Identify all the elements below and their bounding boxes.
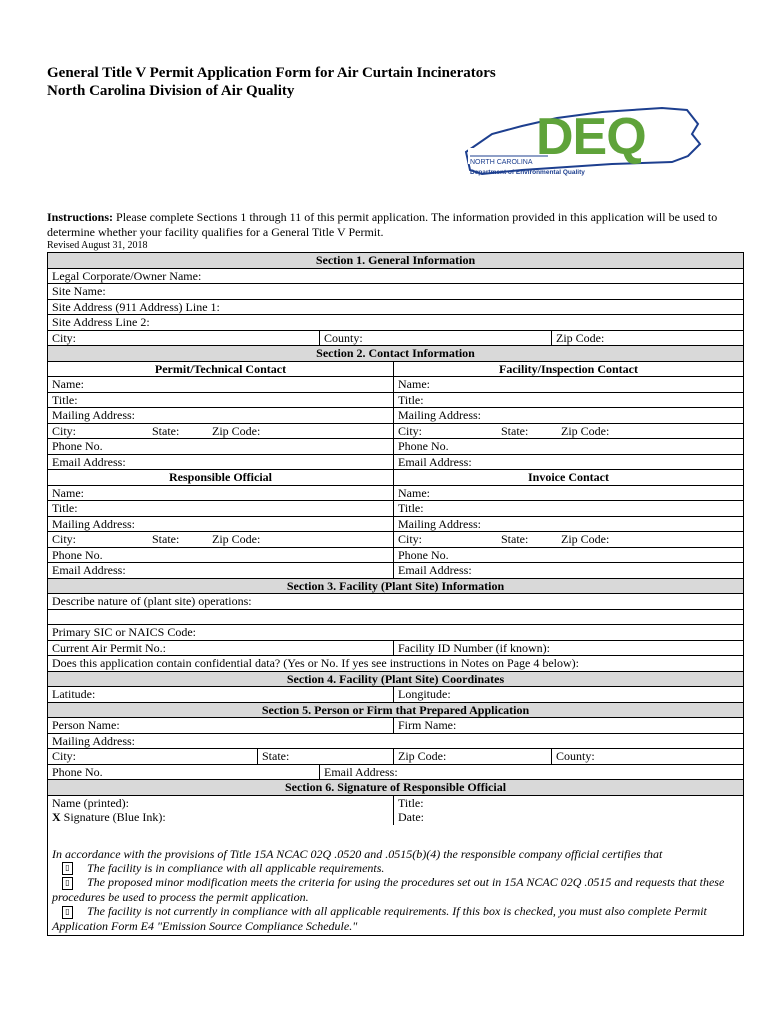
pc-phone[interactable]: Phone No. xyxy=(48,439,394,455)
site-county-field[interactable]: County: xyxy=(320,330,552,346)
deq-logo xyxy=(462,104,704,184)
ro-title-field[interactable]: Title: xyxy=(394,795,744,810)
site-zip-field[interactable]: Zip Code: xyxy=(552,330,744,346)
checkbox-not-in-compliance[interactable]: ▯ xyxy=(62,906,73,919)
fc-state: State: xyxy=(501,423,529,438)
operations-field[interactable]: Describe nature of (plant site) operations: xyxy=(48,594,744,610)
site-address-1-field[interactable]: Site Address (911 Address) Line 1: xyxy=(48,299,744,315)
ro-city-row[interactable] xyxy=(48,532,394,548)
pc-zip: Zip Code: xyxy=(212,423,261,438)
pc-email[interactable]: Email Address: xyxy=(48,454,394,470)
pc-title[interactable]: Title: xyxy=(48,392,394,408)
title-line-2: North Carolina Division of Air Quality xyxy=(47,83,295,99)
owner-name-field[interactable]: Legal Corporate/Owner Name: xyxy=(48,268,744,284)
fc-name[interactable]: Name: xyxy=(394,377,744,393)
ro-zip: Zip Code: xyxy=(212,532,261,546)
ic-title[interactable]: Title: xyxy=(394,501,744,517)
date-field[interactable]: Date: xyxy=(394,810,744,825)
invoice-contact-heading: Invoice Contact xyxy=(394,470,744,486)
fc-zip: Zip Code: xyxy=(561,423,610,438)
section-6-heading: Section 6. Signature of Responsible Official xyxy=(48,780,744,796)
instructions-label: Instructions: xyxy=(47,210,114,224)
fc-phone[interactable]: Phone No. xyxy=(394,439,744,455)
ro-email[interactable]: Email Address: xyxy=(48,563,394,579)
preparer-mailing-field[interactable]: Mailing Address: xyxy=(48,733,744,749)
pc-city: City: xyxy=(52,423,77,438)
ic-name[interactable]: Name: xyxy=(394,485,744,501)
confidential-data-field[interactable]: Does this application contain confidential data? (Yes or No. If yes see instructions in Notes on Page 4 below): xyxy=(48,656,744,672)
permit-contact-heading: Permit/Technical Contact xyxy=(48,361,394,377)
preparer-state-field[interactable]: State: xyxy=(258,749,394,765)
longitude-field[interactable]: Longitude: xyxy=(394,687,744,703)
ic-mailing[interactable]: Mailing Address: xyxy=(394,516,744,532)
fc-city: City: xyxy=(398,423,423,438)
facility-contact-heading: Facility/Inspection Contact xyxy=(394,361,744,377)
preparer-zip-field[interactable]: Zip Code: xyxy=(394,749,552,765)
revised-date: Revised August 31, 2018 xyxy=(47,240,148,251)
permit-form-table xyxy=(47,252,744,936)
preparer-phone-field[interactable]: Phone No. xyxy=(48,764,320,780)
ro-name-printed-field[interactable]: Name (printed): xyxy=(48,795,394,810)
pc-name[interactable]: Name: xyxy=(48,377,394,393)
cert-option-1-text: The facility is in compliance with all applicable requirements. xyxy=(87,860,385,875)
title-line-1: General Title V Permit Application Form for Air Curtain Incinerators xyxy=(47,65,496,81)
ro-title[interactable]: Title: xyxy=(48,501,394,517)
logo-state: NORTH CAROLINA xyxy=(470,159,533,166)
section-5-heading: Section 5. Person or Firm that Prepared Application xyxy=(48,702,744,718)
pc-mailing[interactable]: Mailing Address: xyxy=(48,408,394,424)
ic-phone[interactable]: Phone No. xyxy=(394,547,744,563)
site-name-field[interactable]: Site Name: xyxy=(48,284,744,300)
preparer-email-field[interactable]: Email Address: xyxy=(320,764,744,780)
logo-dept: Department of Environmental Quality xyxy=(470,169,585,176)
checkbox-minor-modification[interactable]: ▯ xyxy=(62,877,73,890)
ro-name[interactable]: Name: xyxy=(48,485,394,501)
cert-option-1 xyxy=(52,861,739,876)
ic-zip: Zip Code: xyxy=(561,532,610,546)
preparer-county-field[interactable]: County: xyxy=(552,749,744,765)
section-4-heading: Section 4. Facility (Plant Site) Coordinates xyxy=(48,671,744,687)
ic-city-row[interactable] xyxy=(394,532,744,548)
cert-intro: In accordance with the provisions of Title 15A NCAC 02Q .0520 and .0515(b)(4) the responsible company official certifies that xyxy=(52,846,663,861)
responsible-official-heading: Responsible Official xyxy=(48,470,394,486)
checkbox-compliance[interactable]: ▯ xyxy=(62,862,73,875)
form-title xyxy=(47,64,496,100)
cert-option-2-text: The proposed minor modification meets the criteria for using the procedures set out in 15A NCAC 02Q .0515 and requests that these procedures be used to process the permit application. xyxy=(52,875,725,904)
cert-option-3 xyxy=(52,904,739,933)
certification-block xyxy=(48,825,744,936)
deq-wordmark: DEQ xyxy=(536,108,646,166)
fc-mailing[interactable]: Mailing Address: xyxy=(394,408,744,424)
instructions-text: Please complete Sections 1 through 11 of this permit application. The information provided in this application will be used to determine whether your facility qualifies for a General Title V Permit. xyxy=(47,210,718,239)
fc-title[interactable]: Title: xyxy=(394,392,744,408)
signature-label: Signature (Blue Ink): xyxy=(60,810,166,824)
site-address-2-field[interactable]: Site Address Line 2: xyxy=(48,315,744,331)
site-city-field[interactable]: City: xyxy=(48,330,320,346)
signature-field[interactable] xyxy=(48,810,394,825)
section-2-heading: Section 2. Contact Information xyxy=(48,346,744,362)
latitude-field[interactable]: Latitude: xyxy=(48,687,394,703)
ro-city: City: xyxy=(52,532,77,546)
ic-city: City: xyxy=(398,532,423,546)
sic-naics-field[interactable]: Primary SIC or NAICS Code: xyxy=(48,625,744,641)
preparer-firm-field[interactable]: Firm Name: xyxy=(394,718,744,734)
pc-state: State: xyxy=(152,423,180,438)
air-permit-no-field[interactable]: Current Air Permit No.: xyxy=(48,640,394,656)
ic-email[interactable]: Email Address: xyxy=(394,563,744,579)
operations-extra-line[interactable] xyxy=(48,609,744,625)
section-3-heading: Section 3. Facility (Plant Site) Information xyxy=(48,578,744,594)
preparer-person-field[interactable]: Person Name: xyxy=(48,718,394,734)
ro-mailing[interactable]: Mailing Address: xyxy=(48,516,394,532)
preparer-city-field[interactable]: City: xyxy=(48,749,258,765)
signature-x-mark: X xyxy=(52,810,61,824)
ro-phone[interactable]: Phone No. xyxy=(48,547,394,563)
fc-city-row[interactable] xyxy=(394,423,744,439)
section-1-heading: Section 1. General Information xyxy=(48,253,744,269)
ro-state: State: xyxy=(152,532,180,546)
fc-email[interactable]: Email Address: xyxy=(394,454,744,470)
facility-id-field[interactable]: Facility ID Number (if known): xyxy=(394,640,744,656)
pc-city-row[interactable] xyxy=(48,423,394,439)
instructions xyxy=(47,210,727,240)
cert-option-2 xyxy=(52,875,739,904)
ic-state: State: xyxy=(501,532,529,546)
cert-option-3-text: The facility is not currently in compliance with all applicable requirements. If this box is checked, you must also complete Permit Application Form E4 "Emission Source Compliance Schedule." xyxy=(52,904,707,933)
